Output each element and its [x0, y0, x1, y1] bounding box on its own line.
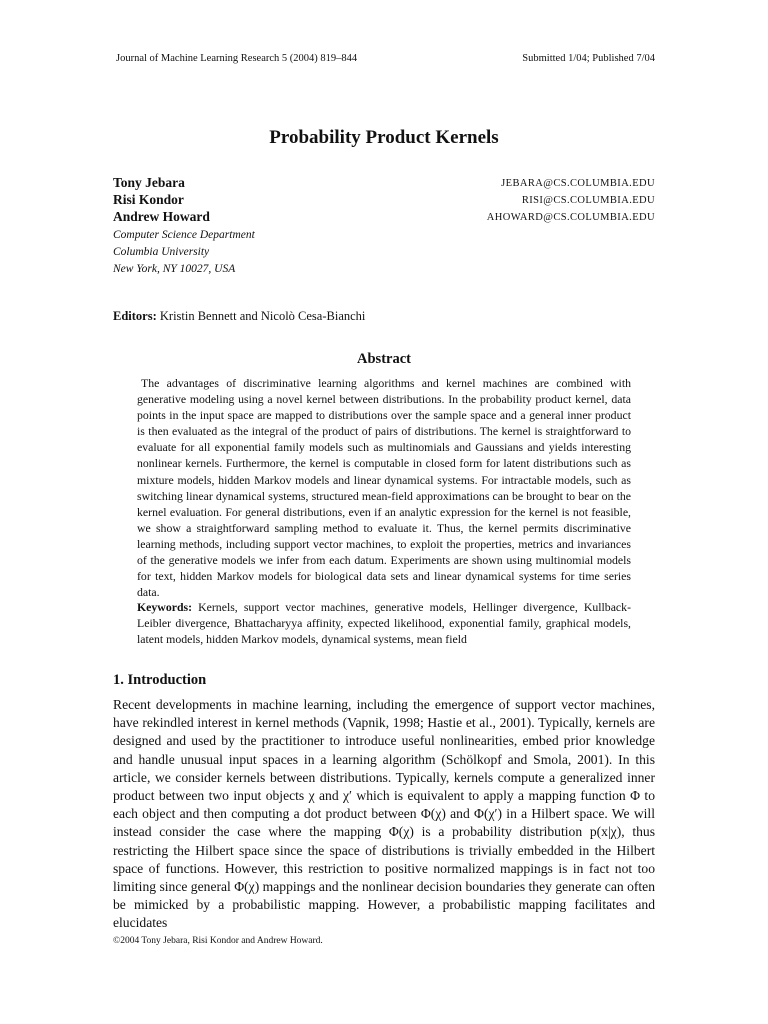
author-name: Risi Kondor [113, 192, 184, 207]
editors-names: Kristin Bennett and Nicolò Cesa-Bianchi [159, 309, 366, 323]
submission-dates: Submitted 1/04; Published 7/04 [522, 53, 655, 64]
author-name: Tony Jebara [113, 175, 185, 190]
keywords-label: Keywords: [137, 600, 193, 614]
affiliation-address: New York, NY 10027, USA [113, 263, 236, 275]
author-name: Andrew Howard [113, 209, 210, 224]
copyright-footer: ©2004 Tony Jebara, Risi Kondor and Andrew Howard. [113, 936, 323, 946]
author-email: AHOWARD@CS.COLUMBIA.EDU [486, 212, 655, 223]
paper-title: Probability Product Kernels [269, 127, 499, 148]
editors-line [113, 309, 365, 324]
editors-label: Editors: [113, 309, 157, 323]
author-email: RISI@CS.COLUMBIA.EDU [521, 195, 655, 206]
journal-citation: Journal of Machine Learning Research 5 (2004) 819–844 [116, 53, 358, 64]
introduction-text: Recent developments in machine learning, including the emergence of support vector machines, have rekindled interest in kernel methods (Vapnik, 1998; Hastie et al., 2001). Typically, kernels are designed and used by the practitioner to introduce useful nonlinearities, embed prior knowledge and handle unusual input spaces in a learning algorithm (Schölkopf and Smola, 2001). In this article, we consider kernels between distributions. Typically, kernels compute a generalized inner product between two input objects χ and χ′ which is equivalent to apply a mapping function Φ to each object and then computing a dot product between Φ(χ) and Φ(χ′) in a Hilbert space. We will instead consider the case where the mapping Φ(χ) is a probability distribution p(x|χ), thus restricting the Hilbert space since the space of distributions is trivially embedded in the Hilbert space of functions. However, this restriction to positive normalized mappings is in fact not too limiting since general Φ(χ) mappings and the nonlinear decision boundaries they generate can often be mimicked by a probabilistic mapping. However, a probabilistic mapping facilitates and elucidates [113, 697, 655, 931]
section-heading-introduction: 1. Introduction [113, 672, 207, 688]
keywords-text: Kernels, support vector machines, generative models, Hellinger divergence, Kullback-Leibler divergence, Bhattacharyya affinity, expected likelihood, exponential family, graphical models, latent models, hidden Markov models, dynamical systems, mean field [137, 600, 631, 647]
abstract-heading: Abstract [357, 351, 411, 367]
abstract-text: The advantages of discriminative learning algorithms and kernel machines are combined with generative modeling using a novel kernel between distributions. In the probability product kernel, data points in the input space are mapped to distributions over the sample space and a general inner product is then evaluated as the integral of the product of pairs of distributions. The kernel is straightforward to evaluate for all exponential family models such as multinomials and Gaussians and yields interesting nonlinear kernels. Furthermore, the kernel is computable in closed form for latent distributions such as mixture models, hidden Markov models and linear dynamical systems. For intractable models, such as switching linear dynamical systems, structured mean-field approximations can be brought to bear on the kernel evaluation. For general distributions, even if an analytic expression for the kernel is not feasible, we show a straightforward sampling method to evaluate it. Thus, the kernel permits discriminative learning methods, including support vector machines, to exploit the properties, metrics and invariances of the generative models we infer from each datum. Experiments are shown using multinomial models for text, hidden Markov models for biological data sets and linear dynamical systems for time series data. [137, 376, 631, 600]
affiliation-university: Columbia University [113, 246, 210, 258]
keywords-paragraph [137, 599, 631, 647]
author-email: JEBARA@CS.COLUMBIA.EDU [501, 178, 655, 189]
affiliation-department: Computer Science Department [113, 229, 255, 241]
